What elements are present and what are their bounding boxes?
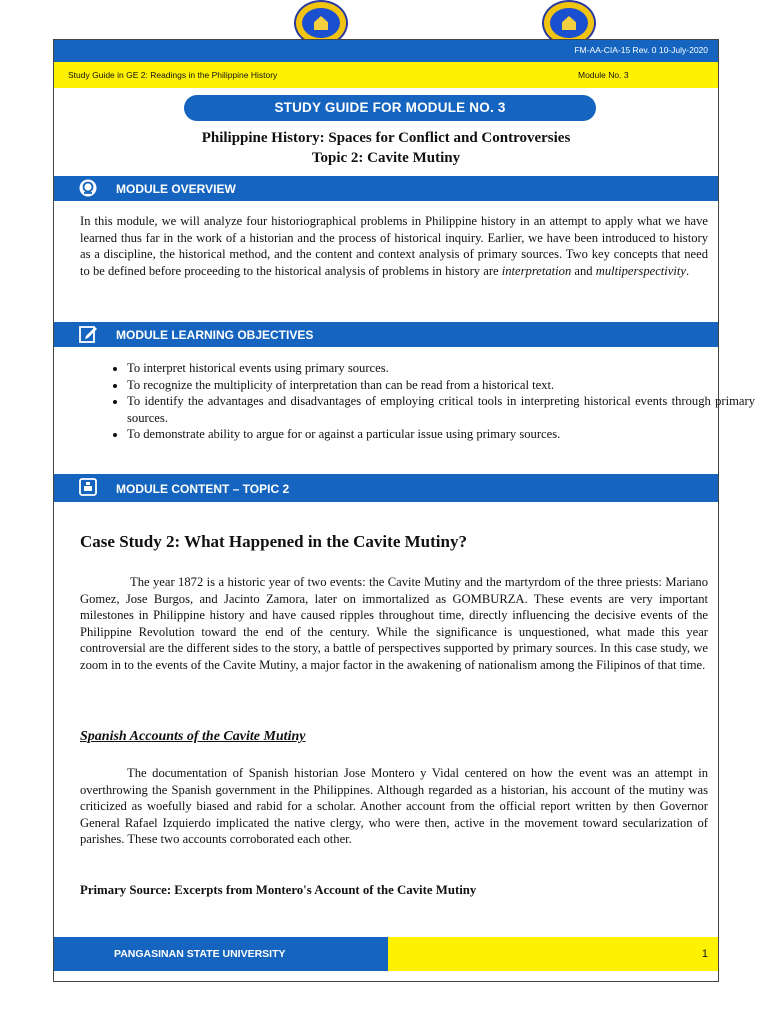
edit-icon bbox=[78, 324, 98, 344]
module-overview-label: MODULE OVERVIEW bbox=[116, 182, 236, 196]
overview-icon bbox=[78, 178, 98, 198]
learning-objectives-header bbox=[54, 322, 718, 347]
module-number: Module No. 3 bbox=[578, 70, 629, 80]
list-item: • To identify the advantages and disadvantages of employing critical tools in interpreting historical events through primary sources. bbox=[127, 393, 755, 426]
overview-paragraph: In this module, we will analyze four historiographical problems in Philippine history in an attempt to apply what we have learned thus far in the work of a historian and the process of historical inquiry. Earlier, we have been introduced to history as a discipline, the historical method, and the content and context analysis of primary sources. Two key concepts that need to be defined before proceeding to the historical analysis of problems in history are interpretation and multiperspectivity. bbox=[80, 214, 708, 278]
objectives-list bbox=[80, 360, 755, 443]
footer bbox=[54, 937, 718, 971]
page-number: 1 bbox=[701, 948, 708, 960]
footer-yellow-band bbox=[388, 937, 718, 971]
case-study-title: Case Study 2: What Happened in the Cavite Mutiny? bbox=[80, 532, 467, 551]
topic-title: Topic 2: Cavite Mutiny bbox=[311, 150, 461, 166]
study-guide-banner: STUDY GUIDE FOR MODULE NO. 3 bbox=[184, 95, 596, 121]
module-overview-header bbox=[54, 176, 718, 201]
list-item: • To demonstrate ability to argue for or against a particular issue using primary sources. bbox=[127, 426, 755, 443]
primary-source-heading: Primary Source: Excerpts from Montero's Account of the Cavite Mutiny bbox=[80, 883, 477, 897]
university-name: PANGASINAN STATE UNIVERSITY bbox=[114, 948, 286, 960]
spanish-accounts-heading: Spanish Accounts of the Cavite Mutiny bbox=[80, 729, 306, 744]
case-study-paragraph: The year 1872 is a historic year of two events: the Cavite Mutiny and the martyrdom of the three priests: Mariano Gomez, Jose Burgos, and Jacinto Zamora, later on immortalized as GOMBURZA. These events are very important milestones in Philippine history and have caused ripples throughout time, directly influencing the decisive events of the Philippine Revolution toward the end of the century. While the significance is unquestioned, what made this year controversial are the different sides to the story, a battle of perspectives supported by primary sources. In this case study, we zoom in to the events of the Cavite Mutiny, a major factor in the awakening of nationalism among the Filipinos of that time. bbox=[80, 575, 708, 672]
term-interpretation: interpretation bbox=[501, 263, 572, 278]
course-bar bbox=[54, 62, 718, 88]
list-item: • To recognize the multiplicity of interpretation than can be read from a historical text. bbox=[127, 377, 755, 394]
module-content-label: MODULE CONTENT – TOPIC 2 bbox=[116, 482, 290, 496]
form-code: FM-AA-CIA-15 Rev. 0 10-July-2020 bbox=[574, 45, 708, 55]
list-item: • To interpret historical events using primary sources. bbox=[127, 360, 755, 377]
learning-objectives-label: MODULE LEARNING OBJECTIVES bbox=[116, 328, 314, 342]
document-icon bbox=[78, 477, 98, 497]
course-title: Study Guide in GE 2: Readings in the Philippine History bbox=[68, 70, 278, 80]
spanish-accounts-paragraph: The documentation of Spanish historian Jose Montero y Vidal centered on how the event was an attempt in overthrowing the Spanish government in the Philippines. Although regarded as a historian, his account of the mutiny was criticized as woefully biased and rabid for a scholar. Another account from the official report written by then Governor General Rafael Izquierdo implicated the native clergy, who were then, active in the movement toward secularization of parishes. These two accounts corroborated each other. bbox=[80, 766, 708, 846]
page-title: Philippine History: Spaces for Conflict and Controversies bbox=[201, 130, 571, 146]
module-content-header bbox=[54, 474, 718, 502]
form-code-bar bbox=[54, 40, 718, 62]
term-multiperspectivity: multiperspectivity bbox=[595, 263, 686, 278]
